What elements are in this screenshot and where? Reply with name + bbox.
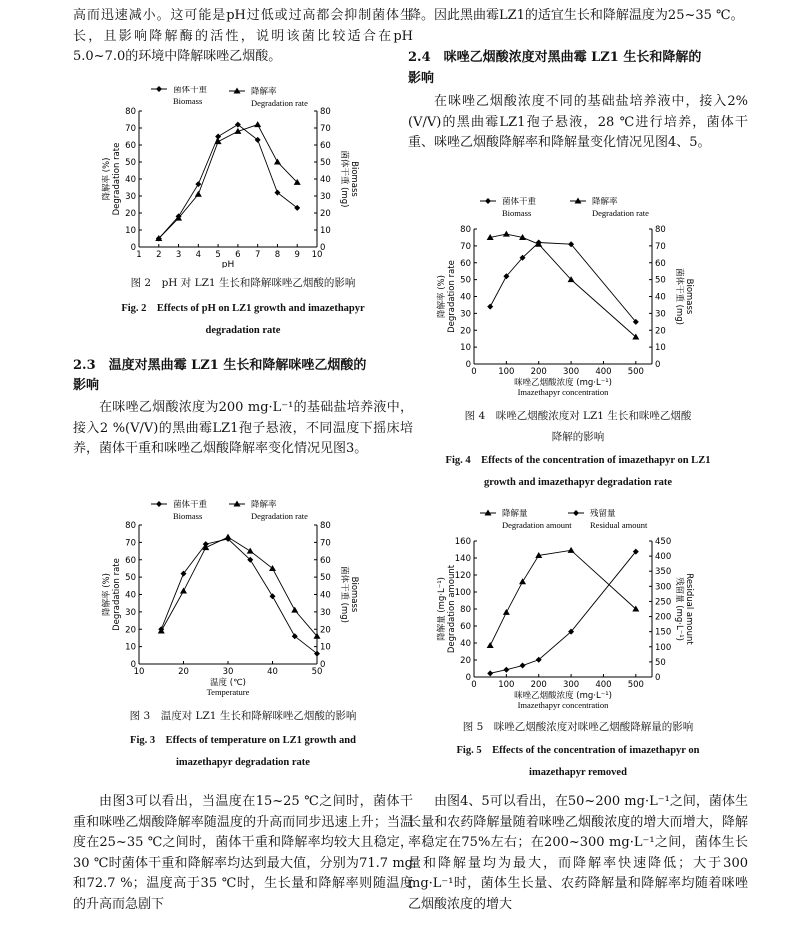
legend-label-en: Biomass — [502, 208, 532, 218]
fig4-caption-en-2: growth and imazethapyr degradation rate — [483, 477, 673, 488]
x-tick-label: 400 — [595, 367, 612, 377]
y-tick-label-right: 60 — [655, 258, 666, 269]
section-2-3-paragraph: 在咪唑乙烟酸浓度为200 mg·L⁻¹的基础盐培养液中，接入2 %(V/V)的黑曲霉LZ1孢子悬液，不同温度下摇床培养，菌体干重和咪唑乙烟酸降解率变化情况见图3。 — [73, 400, 413, 456]
section-2-4-paragraph: 在咪唑乙烟酸浓度不同的基础盐培养液中，接入2%(V/V)的黑曲霉LZ1孢子悬液，28 ℃进行培养，菌体干重、咪唑乙烟酸降解率和降解量变化情况见图4、5。 — [408, 94, 748, 150]
legend-label-zh: 降解率 — [251, 87, 277, 97]
data-point — [158, 627, 165, 633]
y-tick-label-left: 0 — [130, 243, 136, 253]
fig2-caption-en-1: Fig. 2 Effects of pH on LZ1 growth and imazethapyr — [121, 303, 365, 314]
x-tick-label: 5 — [215, 250, 221, 260]
y-tick-label-left: 10 — [460, 343, 471, 354]
y-axis-label-right-en: Biomass — [349, 576, 359, 613]
y-axis-label-right-zh: 菌体干重 (mg) — [339, 565, 349, 624]
y-tick-label-left: 160 — [454, 537, 471, 547]
y-tick-label-left: 40 — [125, 175, 136, 185]
legend-marker — [156, 501, 162, 507]
y-tick-label-right: 100 — [655, 642, 672, 653]
data-point — [225, 534, 232, 540]
y-axis-label-right-zh: 菌体干重 (mg) — [674, 267, 684, 326]
fig2-caption-en-2: degradation rate — [205, 325, 281, 336]
left-para-bottom: 由图3可以看出，当温度在15~25 ℃之间时，菌体干重和咪唑乙烟酸降解率随温度的升高而同步迅速上升；当温度在25~35 ℃之间时，菌体干重和降解率均较大且稳定，30 ℃时菌体干重和降解率均达到最大值，分别为71.7 mg和72.7 %；温度高于35 ℃时，生长量和降解率则随温度的升高而急剧下 — [73, 794, 413, 912]
right-para-top: 降。因此黑曲霉LZ1的适宜生长和降解温度为25~35 ℃。 — [408, 8, 744, 23]
y-tick-label-left: 60 — [125, 141, 136, 151]
x-tick-label: 10 — [311, 250, 323, 260]
y-tick-label-right: 0 — [655, 360, 661, 370]
legend-label-zh: 降解率 — [251, 500, 277, 510]
y-axis-label-left-zh: 降解率 (%) — [102, 573, 112, 616]
data-point — [487, 304, 493, 310]
y-tick-label-right: 60 — [320, 141, 331, 151]
fig5-caption-en-2: imazethapyr removed — [529, 767, 627, 778]
y-axis-label-left-en: Degradation rate — [447, 260, 457, 333]
y-tick-label-left: 40 — [460, 292, 471, 303]
fig3-caption-en-2: imazethapyr degradation rate — [176, 757, 310, 768]
y-tick-label-right: 10 — [320, 226, 331, 236]
x-tick-label: 8 — [274, 250, 281, 260]
fig4-caption-zh-1: 图 4 咪唑乙烟酸浓度对 LZ1 生长和咪唑乙烟酸 — [464, 410, 692, 422]
right-para-bottom: 由图4、5可以看出，在50~200 mg·L⁻¹之间，菌体生长量和农药降解量随着咪唑乙烟酸浓度的增大而增大，降解率稳定在75%左右；在200~300 mg·L⁻¹之间，菌体生长量和降解量均为最大，而降解率快速降低；大于300 mg·L⁻¹时，菌体生长量、农药降解量和降解率均随着咪唑乙烟酸浓度的增大 — [408, 794, 748, 912]
data-point — [195, 191, 202, 197]
y-axis-label-right-en: Residual amount — [684, 573, 694, 645]
y-tick-label-right: 70 — [320, 538, 331, 549]
data-point — [274, 159, 281, 165]
fig4-caption-zh-2: 降解的影响 — [551, 431, 605, 443]
y-tick-label-right: 80 — [655, 225, 666, 235]
x-tick-label: 20 — [178, 667, 189, 677]
y-tick-label-left: 70 — [460, 241, 471, 252]
y-tick-label-left: 20 — [125, 209, 136, 219]
series-line — [490, 552, 636, 674]
x-axis-label-en: Imazethapyr concentration — [517, 387, 609, 397]
x-tick-label: 3 — [175, 250, 182, 260]
legend-label-en: Degradation rate — [251, 98, 308, 108]
section-2-3-heading-line1: 2.3 温度对黑曲霉 LZ1 生长和降解咪唑乙烟酸的 — [73, 358, 367, 373]
y-tick-label-right: 80 — [320, 521, 331, 531]
y-tick-label-right: 20 — [320, 625, 331, 636]
y-axis-label-right-zh: 残留量 (mg·L⁻¹) — [674, 577, 684, 641]
data-point — [535, 241, 542, 247]
x-tick-label: 300 — [562, 367, 580, 377]
x-tick-label: 6 — [235, 250, 241, 260]
y-tick-label-left: 0 — [465, 673, 471, 683]
legend-marker — [156, 86, 162, 92]
legend-marker — [485, 198, 491, 204]
data-point — [291, 607, 298, 613]
legend-label-en: Residual amount — [590, 520, 648, 530]
x-tick-label: 7 — [254, 250, 261, 260]
y-axis-label-right-en: Biomass — [349, 161, 359, 197]
y-axis-label-right-zh: 菌体干重 (mg) — [339, 150, 349, 208]
y-tick-label-right: 30 — [320, 607, 331, 618]
figure-5-chart — [408, 506, 748, 721]
data-point — [247, 548, 254, 554]
y-tick-label-right: 70 — [655, 241, 666, 252]
legend-label-zh: 菌体干重 — [173, 500, 208, 510]
x-axis-label-en: Temperature — [206, 687, 250, 697]
figure-2-chart — [73, 86, 413, 268]
y-tick-label-right: 40 — [655, 292, 666, 303]
data-point — [269, 565, 276, 571]
fig5-caption-en-1: Fig. 5 Effects of the concentration of imazethapyr on — [456, 745, 700, 756]
legend-label-zh: 残留量 — [590, 509, 616, 519]
fig5-caption-zh: 图 5 咪唑乙烟酸浓度对咪唑乙烟酸降解量的影响 — [462, 721, 694, 733]
data-point — [520, 663, 526, 669]
y-tick-label-right: 10 — [320, 642, 331, 653]
fig3-caption-en-1: Fig. 3 Effects of temperature on LZ1 growth and — [130, 735, 356, 746]
y-tick-label-left: 20 — [460, 326, 471, 337]
y-tick-label-left: 0 — [465, 360, 471, 370]
figure-3-chart — [73, 497, 413, 702]
data-point — [487, 670, 493, 676]
y-tick-label-right: 0 — [320, 660, 326, 670]
x-axis-label: pH — [221, 260, 235, 268]
y-tick-label-left: 80 — [125, 521, 136, 531]
y-tick-label-left: 120 — [454, 571, 471, 581]
data-point — [270, 593, 276, 599]
y-tick-label-left: 10 — [125, 226, 136, 236]
fig4-caption-en-1: Fig. 4 Effects of the concentration of imazethapyr on LZ1 — [445, 455, 711, 466]
y-tick-label-left: 80 — [460, 225, 471, 235]
y-tick-label-right: 250 — [655, 597, 672, 608]
data-point — [254, 121, 261, 127]
y-tick-label-left: 30 — [125, 607, 136, 618]
legend-label-zh: 菌体干重 — [502, 197, 537, 207]
series-line — [159, 125, 297, 239]
y-tick-label-left: 30 — [460, 309, 471, 320]
data-point — [503, 609, 510, 615]
series-line — [490, 550, 636, 645]
y-tick-label-right: 50 — [655, 275, 666, 286]
y-tick-label-right: 200 — [655, 612, 672, 623]
y-axis-label-left-zh: 降解率 (%) — [102, 157, 112, 201]
section-2-4-heading-line1: 2.4 咪唑乙烟酸浓度对黑曲霉 LZ1 生长和降解的 — [408, 50, 702, 65]
x-tick-label: 0 — [471, 680, 477, 690]
y-tick-label-right: 10 — [655, 343, 666, 354]
data-point — [215, 138, 222, 144]
data-point — [519, 578, 526, 584]
y-tick-label-right: 0 — [655, 673, 661, 683]
data-point — [503, 667, 509, 673]
y-tick-label-left: 70 — [125, 538, 136, 549]
y-tick-label-right: 30 — [320, 192, 331, 202]
legend-label-en: Degradation rate — [251, 511, 308, 521]
y-tick-label-left: 50 — [125, 573, 136, 584]
legend-label-en: Degradation amount — [502, 520, 572, 530]
y-tick-label-right: 50 — [655, 657, 666, 668]
y-tick-label-left: 40 — [460, 639, 471, 649]
section-2-4-heading-line2: 影响 — [408, 71, 435, 86]
x-tick-label: 100 — [498, 367, 515, 377]
y-tick-label-left: 70 — [125, 124, 136, 134]
x-tick-label: 2 — [156, 250, 162, 260]
y-tick-label-right: 20 — [320, 209, 331, 219]
x-tick-label: 300 — [562, 680, 580, 690]
series-line — [159, 125, 297, 239]
y-tick-label-left: 20 — [460, 656, 471, 666]
data-point — [487, 642, 494, 648]
y-tick-label-left: 80 — [125, 107, 136, 117]
x-tick-label: 500 — [627, 680, 644, 690]
x-tick-label: 200 — [530, 680, 547, 690]
x-tick-label: 40 — [267, 667, 278, 677]
x-tick-label: 0 — [471, 367, 477, 377]
y-tick-label-left: 50 — [125, 158, 136, 168]
legend-label-en: Degradation rate — [592, 208, 649, 218]
y-axis-label-left-zh: 降解量 (mg·L⁻¹) — [437, 577, 447, 641]
legend-label-en: Biomass — [173, 511, 203, 521]
x-tick-label: 50 — [311, 667, 323, 677]
y-tick-label-right: 30 — [655, 309, 666, 320]
y-tick-label-right: 80 — [320, 107, 331, 117]
y-tick-label-right: 0 — [320, 243, 326, 253]
y-tick-label-right: 450 — [655, 537, 672, 547]
data-point — [180, 588, 187, 594]
y-axis-label-left-zh: 降解率 (%) — [437, 275, 447, 318]
left-para-top: 高而迅速减小。这可能是pH过低或过高都会抑制菌体生长，且影响降解酶的活性，说明该菌比较适合在pH 5.0~7.0的环境中降解咪唑乙烟酸。 — [73, 8, 413, 64]
y-axis-label-left-en: Degradation rate — [112, 142, 122, 216]
y-axis-label-right-en: Biomass — [684, 278, 694, 315]
x-tick-label: 4 — [195, 250, 202, 260]
data-point — [503, 231, 510, 237]
y-tick-label-right: 400 — [655, 552, 672, 563]
fig3-caption-zh: 图 3 温度对 LZ1 生长和降解咪唑乙烟酸的影响 — [129, 710, 357, 722]
legend-marker — [573, 510, 579, 516]
y-tick-label-right: 350 — [655, 567, 672, 578]
series-line — [161, 537, 317, 636]
x-axis-label-zh: 温度 (℃) — [210, 678, 246, 688]
x-axis-label-zh: 咪唑乙烟酸浓度 (mg·L⁻¹) — [514, 691, 612, 701]
y-tick-label-right: 70 — [320, 124, 331, 134]
data-point — [568, 547, 575, 553]
y-tick-label-left: 80 — [460, 605, 471, 615]
y-tick-label-left: 100 — [454, 588, 471, 598]
x-tick-label: 100 — [498, 680, 515, 690]
x-tick-label: 500 — [627, 367, 644, 377]
section-2-3-heading-line2: 影响 — [73, 378, 100, 393]
y-tick-label-left: 10 — [125, 642, 136, 653]
series-line — [490, 243, 636, 322]
x-axis-label-en: Imazethapyr concentration — [517, 700, 609, 710]
x-axis-label-zh: 咪唑乙烟酸浓度 (mg·L⁻¹) — [514, 378, 612, 388]
y-tick-label-right: 300 — [655, 582, 672, 593]
y-tick-label-left: 20 — [125, 625, 136, 636]
y-tick-label-right: 40 — [320, 590, 331, 601]
y-tick-label-right: 50 — [320, 158, 331, 168]
y-tick-label-right: 40 — [320, 175, 331, 185]
series-line — [490, 234, 636, 337]
y-tick-label-right: 50 — [320, 573, 331, 584]
y-tick-label-left: 40 — [125, 590, 136, 601]
figure-4-chart — [408, 197, 748, 405]
y-tick-label-left: 50 — [460, 275, 471, 286]
y-tick-label-left: 60 — [460, 258, 471, 269]
y-tick-label-right: 150 — [655, 627, 672, 638]
x-tick-label: 400 — [595, 680, 612, 690]
legend-label-zh: 降解率 — [592, 197, 618, 207]
x-tick-label: 10 — [133, 667, 145, 677]
y-tick-label-left: 0 — [130, 660, 136, 670]
y-tick-label-left: 30 — [125, 192, 136, 202]
legend-label-zh: 菌体干重 — [173, 86, 208, 95]
fig2-caption-zh: 图 2 pH 对 LZ1 生长和降解咪唑乙烟酸的影响 — [130, 277, 356, 289]
x-tick-label: 9 — [294, 250, 300, 260]
x-tick-label: 1 — [136, 250, 142, 260]
y-tick-label-right: 20 — [655, 326, 666, 337]
x-tick-label: 30 — [222, 667, 234, 677]
y-axis-label-left-en: Degradation rate — [112, 558, 122, 631]
y-tick-label-right: 60 — [320, 555, 331, 566]
y-tick-label-left: 140 — [454, 554, 471, 564]
legend-label-en: Biomass — [173, 96, 203, 106]
y-tick-label-left: 60 — [125, 555, 136, 566]
x-tick-label: 200 — [530, 367, 547, 377]
legend-label-zh: 降解量 — [502, 509, 528, 519]
y-axis-label-left-en: Degradation amount — [447, 564, 457, 654]
y-tick-label-left: 60 — [460, 622, 471, 632]
data-point — [195, 181, 201, 187]
